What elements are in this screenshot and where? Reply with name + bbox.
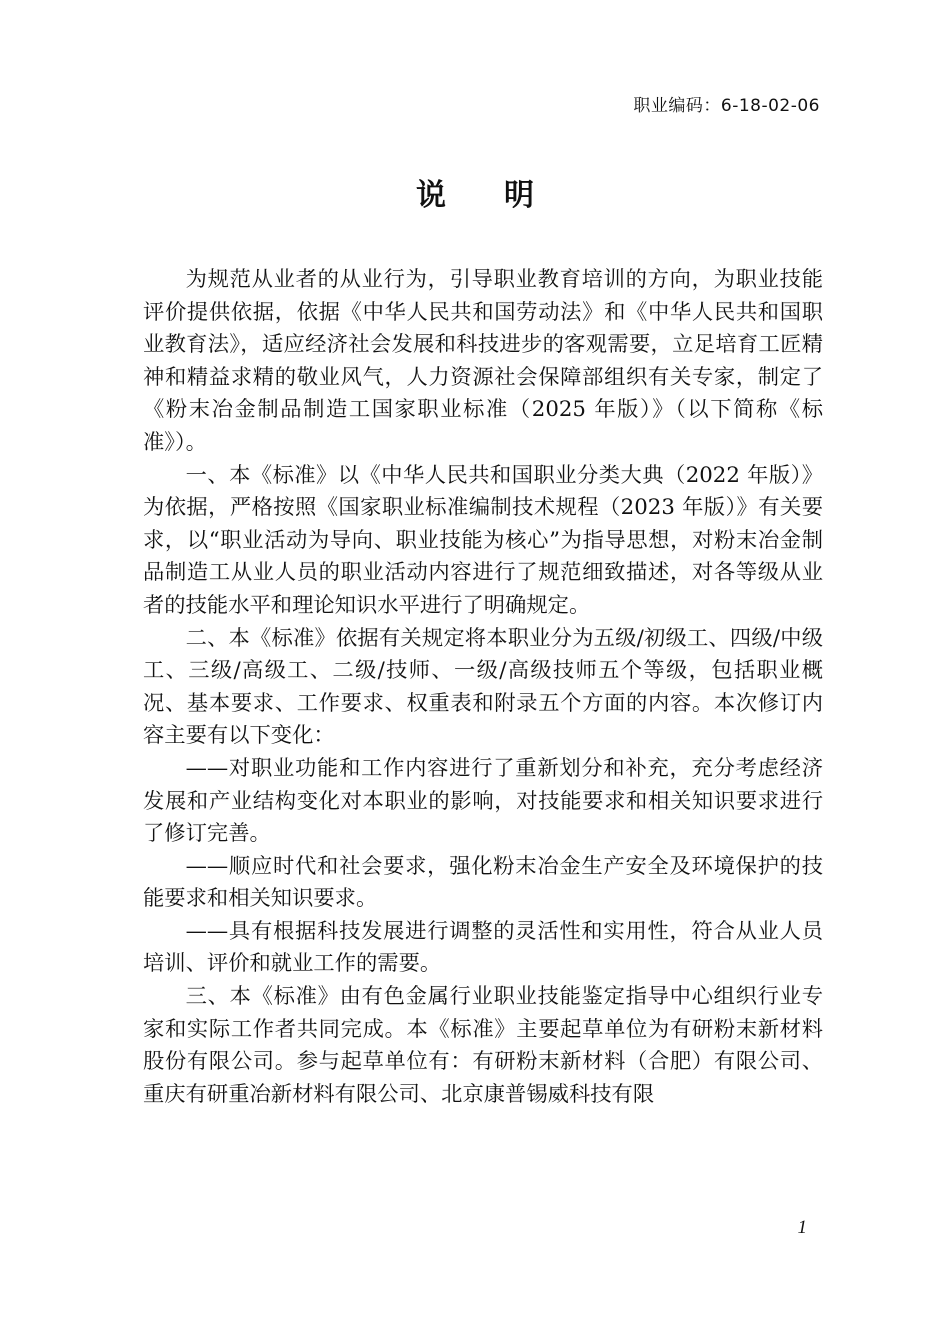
paragraph-section-1: 一、本《标准》以《中华人民共和国职业分类大典（2022 年版）》为依据，严格按照《国家职业标准编制技术规程（2023 年版）》有关要求，以“职业活动为导向、职业技能为核心”为指导思想，对粉末冶金制品制造工从业人员的职业活动内容进行了规范细致描述，对各等级从业者的技能水平和理论知识水平进行了明确规定。 bbox=[143, 462, 823, 618]
paragraph-section-2: 二、本《标准》依据有关规定将本职业分为五级/初级工、四级/中级工、三级/高级工、二级/技师、一级/高级技师五个等级，包括职业概况、基本要求、工作要求、权重表和附录五个方面的内容。本次修订内容主要有以下变化： bbox=[143, 625, 823, 749]
page-number: 1 bbox=[797, 1217, 807, 1238]
paragraph-change-2: ——顺应时代和社会要求，强化粉末冶金生产安全及环境保护的技能要求和相关知识要求。 bbox=[143, 853, 823, 912]
occupation-code: 职业编码：6-18-02-06 bbox=[633, 96, 820, 116]
page-title: 说明 bbox=[416, 178, 592, 213]
paragraph-change-1: ——对职业功能和工作内容进行了重新划分和补充，充分考虑经济发展和产业结构变化对本职业的影响，对技能要求和相关知识要求进行了修订完善。 bbox=[143, 755, 823, 847]
paragraph-intro: 为规范从业者的从业行为，引导职业教育培训的方向，为职业技能评价提供依据，依据《中华人民共和国劳动法》和《中华人民共和国职业教育法》，适应经济社会发展和科技进步的客观需要，立足培育工匠精神和精益求精的敬业风气，人力资源社会保障部组织有关专家，制定了《粉末冶金制品制造工国家职业标准（2025 年版）》（以下简称《标准》）。 bbox=[143, 267, 823, 455]
paragraph-change-3: ——具有根据科技发展进行调整的灵活性和实用性，符合从业人员培训、评价和就业工作的需要。 bbox=[143, 918, 823, 977]
document-body bbox=[143, 264, 823, 1111]
paragraph-section-3: 三、本《标准》由有色金属行业职业技能鉴定指导中心组织行业专家和实际工作者共同完成。本《标准》主要起草单位为有研粉末新材料股份有限公司。参与起草单位有：有研粉末新材料（合肥）有限公司、重庆有研重冶新材料有限公司、北京康普锡威科技有限 bbox=[143, 984, 823, 1107]
